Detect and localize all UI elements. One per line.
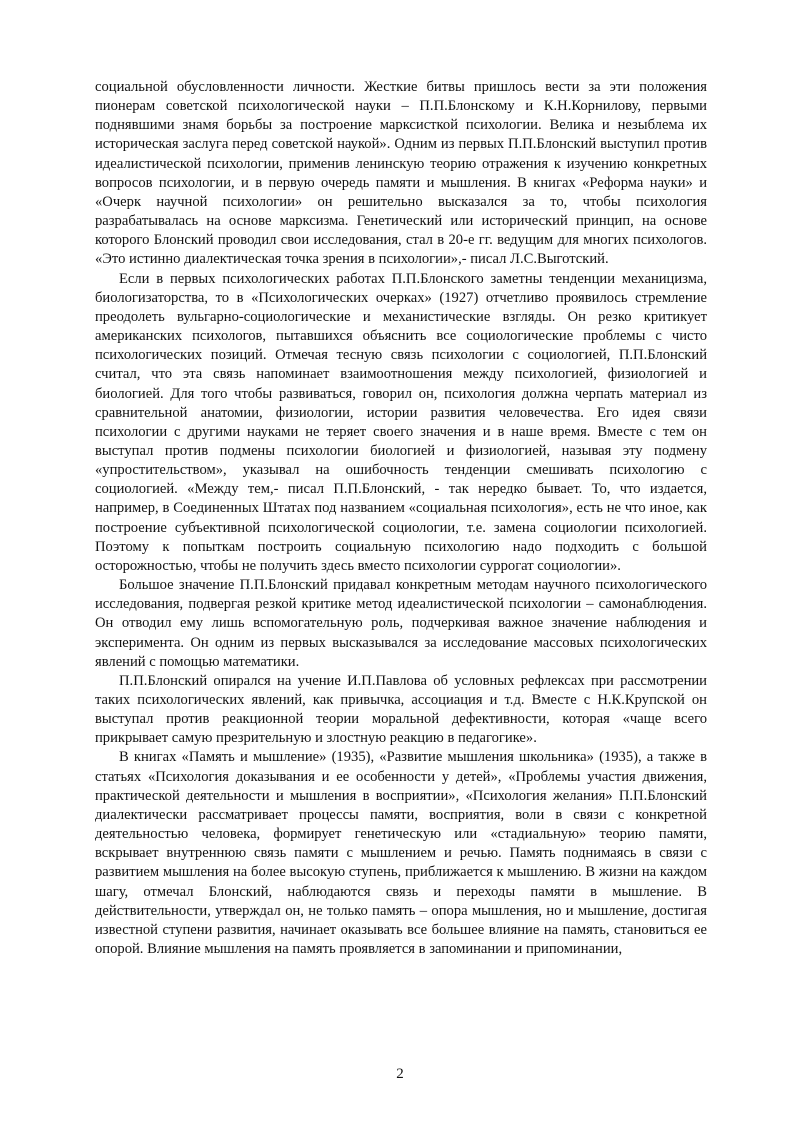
paragraph-3: Большое значение П.П.Блонский придавал конкретным методам научного психологического исследования, подвергая резкой критике метод идеалистической психологии – самонаблюдения. Он отводил ему лишь вспомогательную роль, подчеркивая важное значение наблюдения и эксперимента. Он одним из первых высказывался за исследование массовых психологических явлений с помощью математики.: [95, 577, 707, 670]
page-number: 2: [396, 1066, 404, 1082]
paragraph-4: П.П.Блонский опирался на учение И.П.Павлова об условных рефлексах при рассмотрении таких психологических явлений, как привычка, ассоциация и т.д. Вместе с Н.К.Крупской он выступал против реакционной теории моральной дефективности, которая «чаще всего прикрывает самую презрительную и злостную реакцию в педагогике».: [95, 672, 707, 747]
paragraph-5: В книгах «Память и мышление» (1935), «Развитие мышления школьника» (1935), а также в статьях «Психология доказывания и ее особенности у детей», «Проблемы участия движения, практической деятельности и мышления в восприятии», «Психология желания» П.П.Блонский диалектически рассматривает процессы памяти, восприятия, воли в связи с конкретной деятельностью человека, формирует генетическую или «стадиальную» теорию памяти, вскрывает внутреннюю связь памяти с мышлением и речью. Память поднимаясь в связи с развитием мышления на более высокую ступень, приближается к мышлению. В жизни на каждом шагу, отмечал Блонский, наблюдаются связь и переходы памяти в мышление. В действительности, утверждал он, не только память – опора мышления, но и мышление, достигая известной ступени развития, начинает оказывать все большее влияние на память, становиться ее опорой. Влияние мышления на память проявляется в запоминании и припоминании,: [95, 749, 707, 958]
paragraph-1: социальной обусловленности личности. Жесткие битвы пришлось вести за эти положения пионерам советской психологической науки – П.П.Блонскому и К.Н.Корнилову, первыми поднявшими знамя борьбы за построение марксисткой психологии. Велика и незыблема их историческая заслуга перед советской наукой». Одним из первых П.П.Блонский выступил против идеалистической психологии, применив ленинскую теорию отражения к изучению конкретных вопросов психологии, и в первую очередь памяти и мышления. В книгах «Реформа науки» и «Очерк научной психологии» он решительно высказался за то, чтобы психология разрабатывалась на основе марксизма. Генетический или исторический принцип, на основе которого Блонский проводил свои исследования, стал в 20-е гг. ведущим для многих психологов. «Это истинно диалектическая точка зрения в психологии»,- писал Л.С.Выготский.: [95, 79, 707, 268]
document-page: [95, 78, 707, 959]
paragraph-2: Если в первых психологических работах П.П.Блонского заметны тенденции механицизма, биологизаторства, то в «Психологических очерках» (1927) отчетливо проявилось стремление преодолеть вульгарно-социологические и механистические взгляды. Он резко критикует американских психологов, пытавшихся объяснить все социологические проблемы с чисто психологических позиций. Отмечая тесную связь психологии с социологией, П.П.Блонский считал, что эта связь напоминает взаимоотношения между психологией, физиологией и биологией. Для того чтобы развиваться, говорил он, психология должна черпать материал из сравнительной анатомии, физиологии, истории развития человечества. Его идея связи психологии с другими науками не теряет своего значения и в наше время. Вместе с тем он выступал против подмены психологии биологией и физиологией, называя эту подмену «упростительством», указывал на ошибочность тенденции смешивать психологию с социологией. «Между тем,- писал П.П.Блонский, - так нередко бывает. То, что издается, например, в Соединенных Штатах под названием «социальная психология», есть не что иное, как построение субъективной психологической социологии, т.е. замена социологии психологией. Поэтому к попыткам построить социальную психологию надо подходить с большой осторожностью, чтобы не получить здесь вместо психологии суррогат социологии».: [95, 270, 707, 574]
